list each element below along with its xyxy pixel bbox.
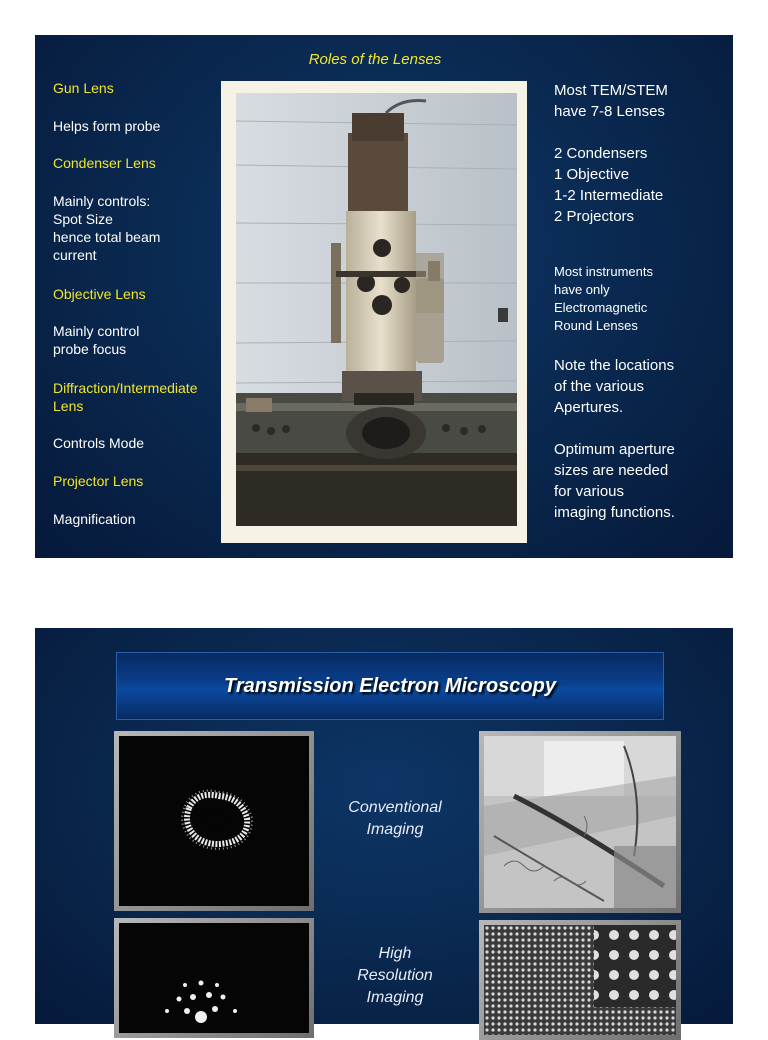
title-banner: [116, 652, 664, 720]
lens-desc-gun: Helps form probe: [53, 118, 161, 134]
spot-diffraction-image: [114, 918, 314, 1038]
microscope-photo: [236, 93, 517, 526]
slide-title: Roles of the Lenses: [308, 51, 442, 68]
right-text-electromagnetic: Most instruments have only Electromagnetic Round Lenses: [554, 264, 653, 333]
lens-heading-intermediate: Diffraction/Intermediate Lens: [53, 380, 198, 414]
microscope-photo-frame: [221, 81, 527, 543]
diffraction-pattern-image: [114, 731, 314, 911]
lens-heading-condenser: Condenser Lens: [53, 155, 156, 171]
lens-heading-objective: Objective Lens: [53, 286, 146, 302]
lens-desc-projector: Magnification: [53, 511, 136, 527]
lens-desc-intermediate: Controls Mode: [53, 435, 145, 451]
lens-desc-condenser: Mainly controls: Spot Size hence total beam current: [53, 193, 161, 263]
right-text-lens-count: Most TEM/STEM have 7-8 Lenses: [554, 82, 668, 120]
slide-title: Transmission Electron Microscopy: [224, 675, 556, 697]
conventional-tem-image: [479, 731, 681, 913]
high-resolution-lattice-image: [479, 920, 681, 1040]
right-text-apertures: Note the locations of the various Apertures.: [554, 357, 675, 416]
lens-desc-objective: Mainly control probe focus: [53, 323, 140, 357]
slide-roles-of-lenses: [35, 35, 733, 558]
slide-tem: [35, 628, 733, 1024]
right-text-optimum: Optimum aperture sizes are needed for various imaging functions.: [554, 441, 675, 521]
right-text-lens-list: 2 Condensers 1 Objective 1-2 Intermediate 2 Projectors: [554, 145, 664, 225]
label-high-resolution-imaging: High Resolution Imaging: [357, 945, 433, 1006]
label-conventional-imaging: Conventional Imaging: [348, 799, 442, 838]
lens-heading-projector: Projector Lens: [53, 473, 144, 489]
lens-heading-gun: Gun Lens: [53, 80, 114, 96]
